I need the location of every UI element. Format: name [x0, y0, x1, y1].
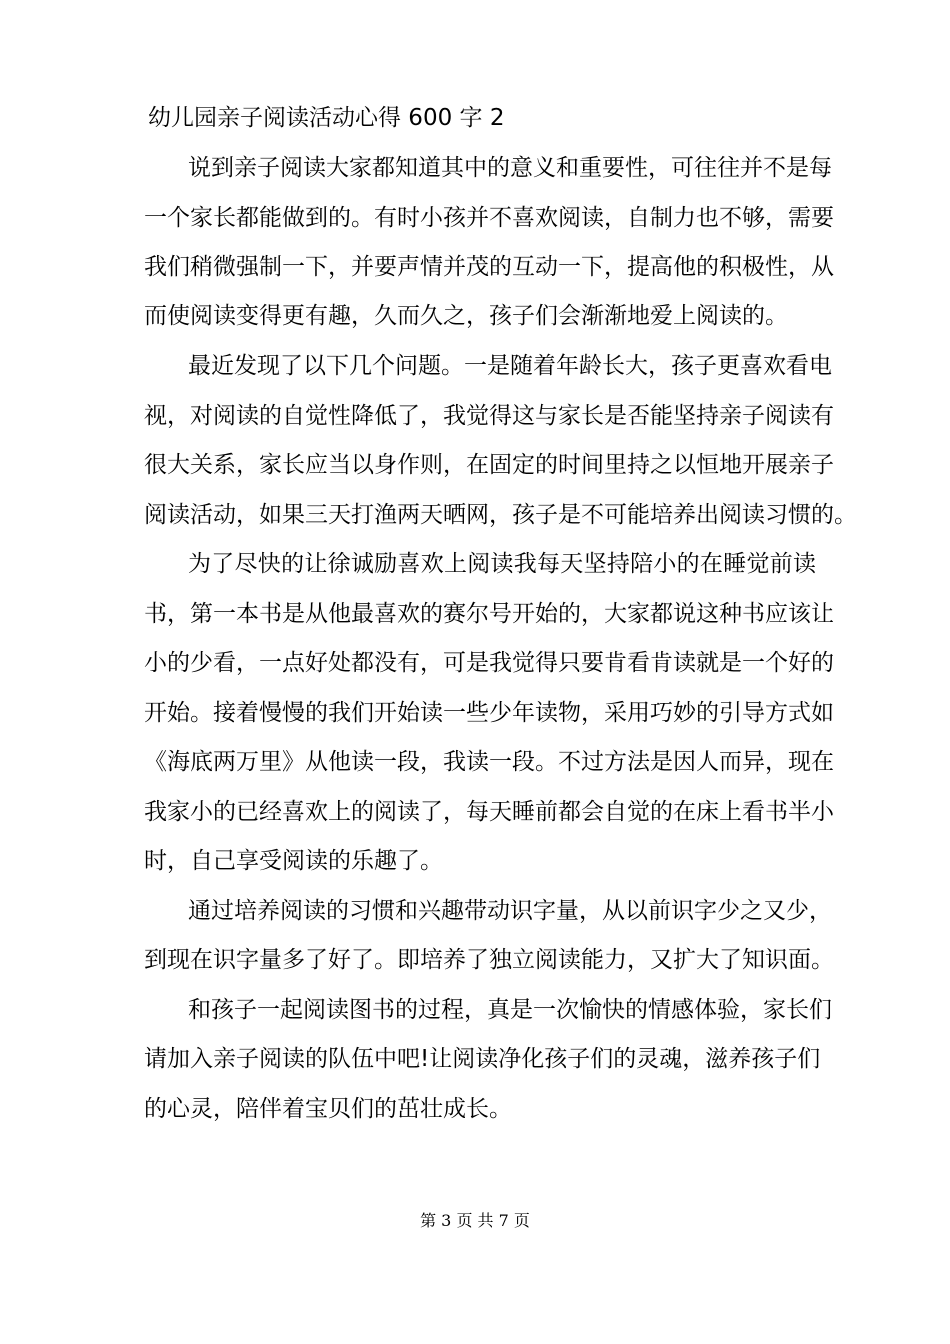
document-title: 幼儿园亲子阅读活动心得 600 字 2 [148, 105, 505, 131]
paragraph-1-line-1: 说到亲子阅读大家都知道其中的意义和重要性，可往往并不是每 [188, 155, 832, 181]
paragraph-3-line-5: 《海底两万里》从他读一段，我读一段。不过方法是因人而异，现在 [144, 749, 834, 775]
paragraph-5-line-3: 的心灵，陪伴着宝贝们的茁壮成长。 [144, 1096, 512, 1122]
page-footer: 第 3 页 共 7 页 [420, 1211, 530, 1230]
paragraph-3-line-6: 我家小的已经喜欢上的阅读了，每天睡前都会自觉的在床上看书半小 [144, 799, 834, 825]
paragraph-3-line-1: 为了尽快的让徐诚励喜欢上阅读我每天坚持陪小的在睡觉前读 [188, 551, 816, 577]
paragraph-1-line-2: 一个家长都能做到的。有时小孩并不喜欢阅读，自制力也不够，需要 [144, 205, 834, 231]
paragraph-3-line-4: 开始。接着慢慢的我们开始读一些少年读物，采用巧妙的引导方式如 [144, 700, 834, 726]
paragraph-2-line-1: 最近发现了以下几个问题。一是随着年龄长大，孩子更喜欢看电 [188, 353, 832, 379]
paragraph-4-line-1: 通过培养阅读的习惯和兴趣带动识字量，从以前识字少之又少， [188, 898, 832, 924]
paragraph-5-line-2: 请加入亲子阅读的队伍中吧!让阅读净化孩子们的灵魂，滋养孩子们 [144, 1046, 821, 1072]
paragraph-1-line-4: 而使阅读变得更有趣，久而久之，孩子们会渐渐地爱上阅读的。 [144, 303, 788, 329]
paragraph-4-line-2: 到现在识字量多了好了。即培养了独立阅读能力，又扩大了知识面。 [144, 947, 834, 973]
paragraph-3-line-3: 小的少看，一点好处都没有，可是我觉得只要肯看肯读就是一个好的 [144, 650, 834, 676]
paragraph-2-line-4: 阅读活动，如果三天打渔两天晒网，孩子是不可能培养出阅读习惯的。 [144, 502, 857, 528]
paragraph-1-line-3: 我们稍微强制一下，并要声情并茂的互动一下，提高他的积极性，从 [144, 254, 834, 280]
paragraph-5-line-1: 和孩子一起阅读图书的过程，真是一次愉快的情感体验，家长们 [188, 997, 832, 1023]
paragraph-2-line-3: 很大关系，家长应当以身作则，在固定的时间里持之以恒地开展亲子 [144, 452, 834, 478]
paragraph-3-line-2: 书，第一本书是从他最喜欢的赛尔号开始的，大家都说这种书应该让 [144, 601, 834, 627]
paragraph-2-line-2: 视，对阅读的自觉性降低了，我觉得这与家长是否能坚持亲子阅读有 [144, 403, 834, 429]
paragraph-3-line-7: 时，自己享受阅读的乐趣了。 [144, 848, 443, 874]
